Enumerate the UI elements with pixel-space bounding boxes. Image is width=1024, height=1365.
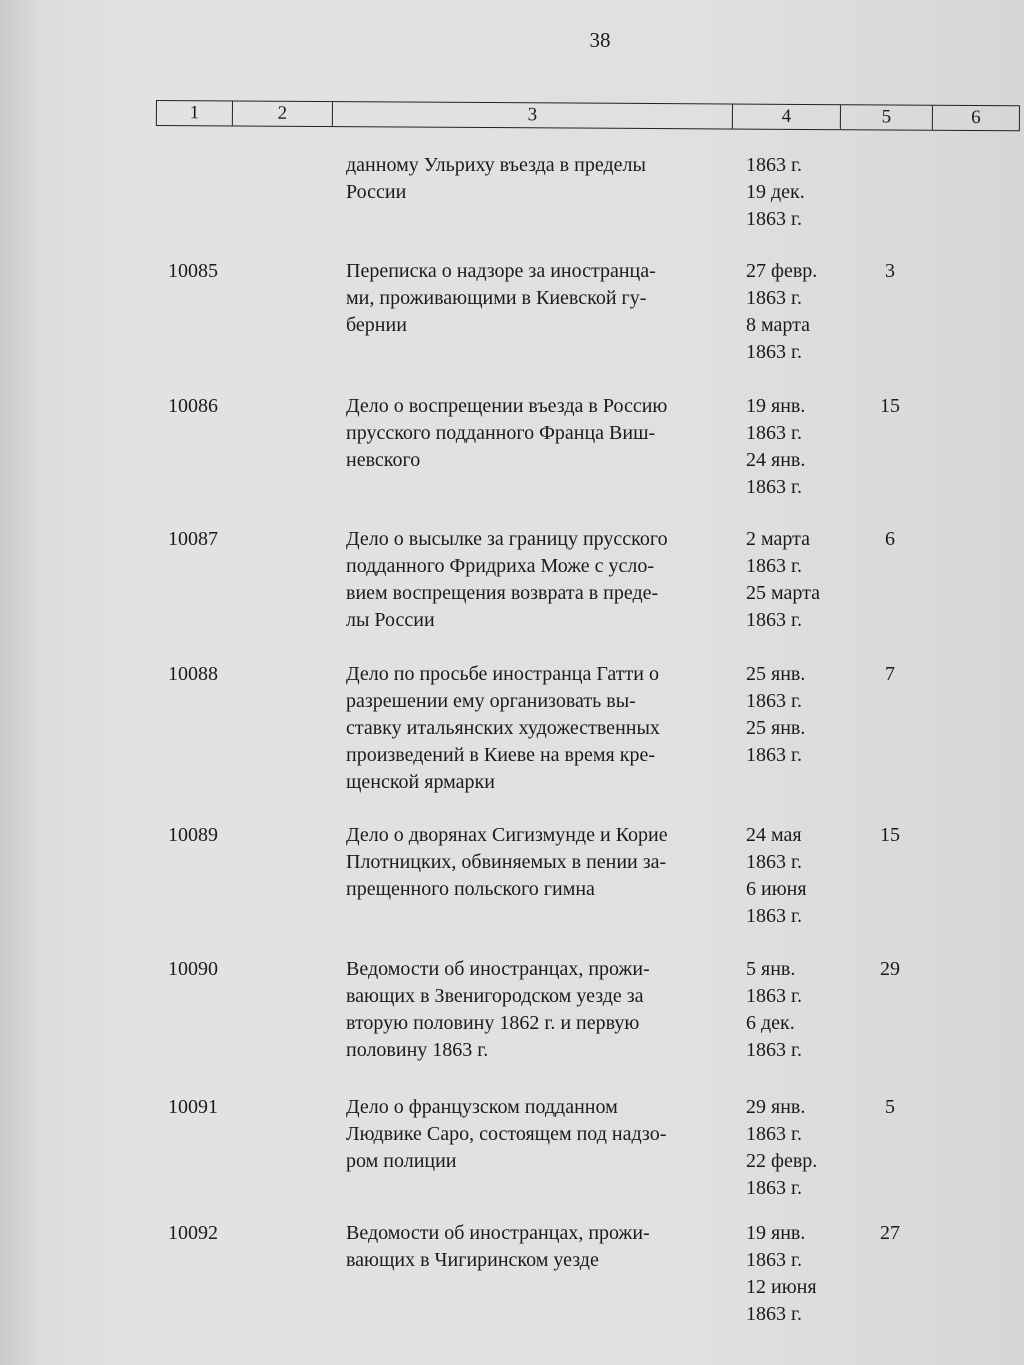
date-line: 1863 г. bbox=[746, 1249, 802, 1271]
entry-sheets: 15 bbox=[880, 395, 900, 417]
date-line: 19 дек. bbox=[746, 181, 805, 203]
description-line: Ведомости об иностранцах, прожи- bbox=[346, 1222, 650, 1244]
date-line: 1863 г. bbox=[746, 851, 802, 873]
date-line: 1863 г. bbox=[746, 1123, 802, 1145]
column-header-3: 3 bbox=[333, 102, 733, 128]
date-line: 1863 г. bbox=[746, 555, 802, 577]
description-line: Дело о французском подданном bbox=[346, 1096, 618, 1118]
column-header-5: 5 bbox=[841, 105, 933, 130]
date-line: 1863 г. bbox=[746, 609, 802, 631]
date-line: 5 янв. bbox=[746, 958, 796, 980]
entry-description bbox=[346, 822, 726, 903]
description-line: Дело о высылке за границу прусского bbox=[346, 528, 668, 550]
date-line: 1863 г. bbox=[746, 985, 802, 1007]
entry-description bbox=[346, 526, 726, 634]
entry-description bbox=[346, 1094, 726, 1175]
description-line: половину 1863 г. bbox=[346, 1039, 489, 1061]
date-line: 8 марта bbox=[746, 314, 810, 336]
date-line: 1863 г. bbox=[746, 287, 802, 309]
description-line: вторую половину 1862 г. и первую bbox=[346, 1012, 640, 1034]
column-header-4: 4 bbox=[733, 105, 841, 130]
entry-description bbox=[346, 258, 726, 339]
description-line: прусского подданного Франца Виш- bbox=[346, 422, 656, 444]
date-line: 24 янв. bbox=[746, 449, 806, 471]
description-line: Ведомости об иностранцах, прожи- bbox=[346, 958, 650, 980]
description-line: невского bbox=[346, 449, 421, 471]
description-line: Людвике Саро, состоящем под надзо- bbox=[346, 1123, 667, 1145]
description-line: прещенного польского гимна bbox=[346, 878, 595, 900]
date-line: 19 янв. bbox=[746, 395, 806, 417]
date-line: 29 янв. bbox=[746, 1096, 806, 1118]
date-line: 1863 г. bbox=[746, 1177, 802, 1199]
date-line: 1863 г. bbox=[746, 744, 802, 766]
date-line: 1863 г. bbox=[746, 422, 802, 444]
entry-dates bbox=[746, 258, 856, 366]
entry-description bbox=[346, 1220, 726, 1274]
description-line: Дело о дворянах Сигизмунде и Корие bbox=[346, 824, 668, 846]
description-line: щенской ярмарки bbox=[346, 771, 495, 793]
entry-sheets: 3 bbox=[885, 260, 895, 282]
description-line: подданного Фридриха Може с усло- bbox=[346, 555, 655, 577]
entry-dates bbox=[746, 822, 856, 930]
entry-sheets: 5 bbox=[885, 1096, 895, 1118]
description-line: Плотницких, обвиняемых в пении за- bbox=[346, 851, 667, 873]
entry-dates bbox=[746, 393, 856, 501]
date-line: 1863 г. bbox=[746, 690, 802, 712]
page-number: 38 bbox=[589, 28, 611, 52]
entry-dates bbox=[746, 661, 856, 769]
entry-description bbox=[346, 661, 726, 796]
description-line: ром полиции bbox=[346, 1150, 457, 1172]
date-line: 1863 г. bbox=[746, 476, 802, 498]
date-line: 1863 г. bbox=[746, 208, 802, 230]
description-line: бернии bbox=[346, 314, 407, 336]
description-line: Дело по просьбе иностранца Гатти о bbox=[346, 663, 659, 685]
entry-sheets: 7 bbox=[885, 663, 895, 685]
column-header-1: 1 bbox=[157, 101, 233, 125]
date-line: 12 июня bbox=[746, 1276, 817, 1298]
entry-number: 10092 bbox=[168, 1222, 218, 1244]
date-line: 1863 г. bbox=[746, 1039, 802, 1061]
description-line: разрешении ему организовать вы- bbox=[346, 690, 636, 712]
description-line: вающих в Чигиринском уезде bbox=[346, 1249, 599, 1271]
entry-description bbox=[346, 393, 726, 474]
description-line: Переписка о надзоре за иностранца- bbox=[346, 260, 656, 282]
date-line: 1863 г. bbox=[746, 905, 802, 927]
date-line: 25 марта bbox=[746, 582, 820, 604]
entry-number: 10085 bbox=[168, 260, 218, 282]
description-line: ми, проживающими в Киевской гу- bbox=[346, 287, 647, 309]
date-line: 24 мая bbox=[746, 824, 802, 846]
entry-sheets: 27 bbox=[880, 1222, 900, 1244]
date-line: 2 марта bbox=[746, 528, 810, 550]
entry-dates bbox=[746, 956, 856, 1064]
date-line: 6 дек. bbox=[746, 1012, 795, 1034]
entry-number: 10090 bbox=[168, 958, 218, 980]
date-line: 22 февр. bbox=[746, 1150, 818, 1172]
description-line: вающих в Звенигородском уезде за bbox=[346, 985, 644, 1007]
date-line: 25 янв. bbox=[746, 717, 806, 739]
table-header-row bbox=[156, 100, 1020, 131]
entry-dates bbox=[746, 1220, 856, 1328]
date-line: 6 июня bbox=[746, 878, 807, 900]
entry-dates bbox=[746, 1094, 856, 1202]
description-line: данному Ульриху въезда в пределы bbox=[346, 154, 646, 176]
entry-number: 10088 bbox=[168, 663, 218, 685]
date-line: 19 янв. bbox=[746, 1222, 806, 1244]
entry-dates bbox=[746, 526, 856, 634]
entry-description bbox=[346, 956, 726, 1064]
entry-description bbox=[346, 152, 726, 206]
date-line: 25 янв. bbox=[746, 663, 806, 685]
entry-sheets: 15 bbox=[880, 824, 900, 846]
description-line: вием воспрещения возврата в преде- bbox=[346, 582, 659, 604]
entry-sheets: 6 bbox=[885, 528, 895, 550]
column-header-6: 6 bbox=[971, 106, 981, 129]
date-line: 27 февр. bbox=[746, 260, 818, 282]
date-line: 1863 г. bbox=[746, 341, 802, 363]
entry-number: 10087 bbox=[168, 528, 218, 550]
description-line: ставку итальянских художественных bbox=[346, 717, 660, 739]
description-line: произведений в Киеве на время кре- bbox=[346, 744, 655, 766]
description-line: лы России bbox=[346, 609, 435, 631]
description-line: Дело о воспрещении въезда в Россию bbox=[346, 395, 668, 417]
entry-number: 10089 bbox=[168, 824, 218, 846]
date-line: 1863 г. bbox=[746, 154, 802, 176]
entry-number: 10086 bbox=[168, 395, 218, 417]
date-line: 1863 г. bbox=[746, 1303, 802, 1325]
entry-number: 10091 bbox=[168, 1096, 218, 1118]
entry-sheets: 29 bbox=[880, 958, 900, 980]
column-header-2: 2 bbox=[233, 101, 333, 126]
description-line: России bbox=[346, 181, 407, 203]
entry-dates bbox=[746, 152, 856, 233]
